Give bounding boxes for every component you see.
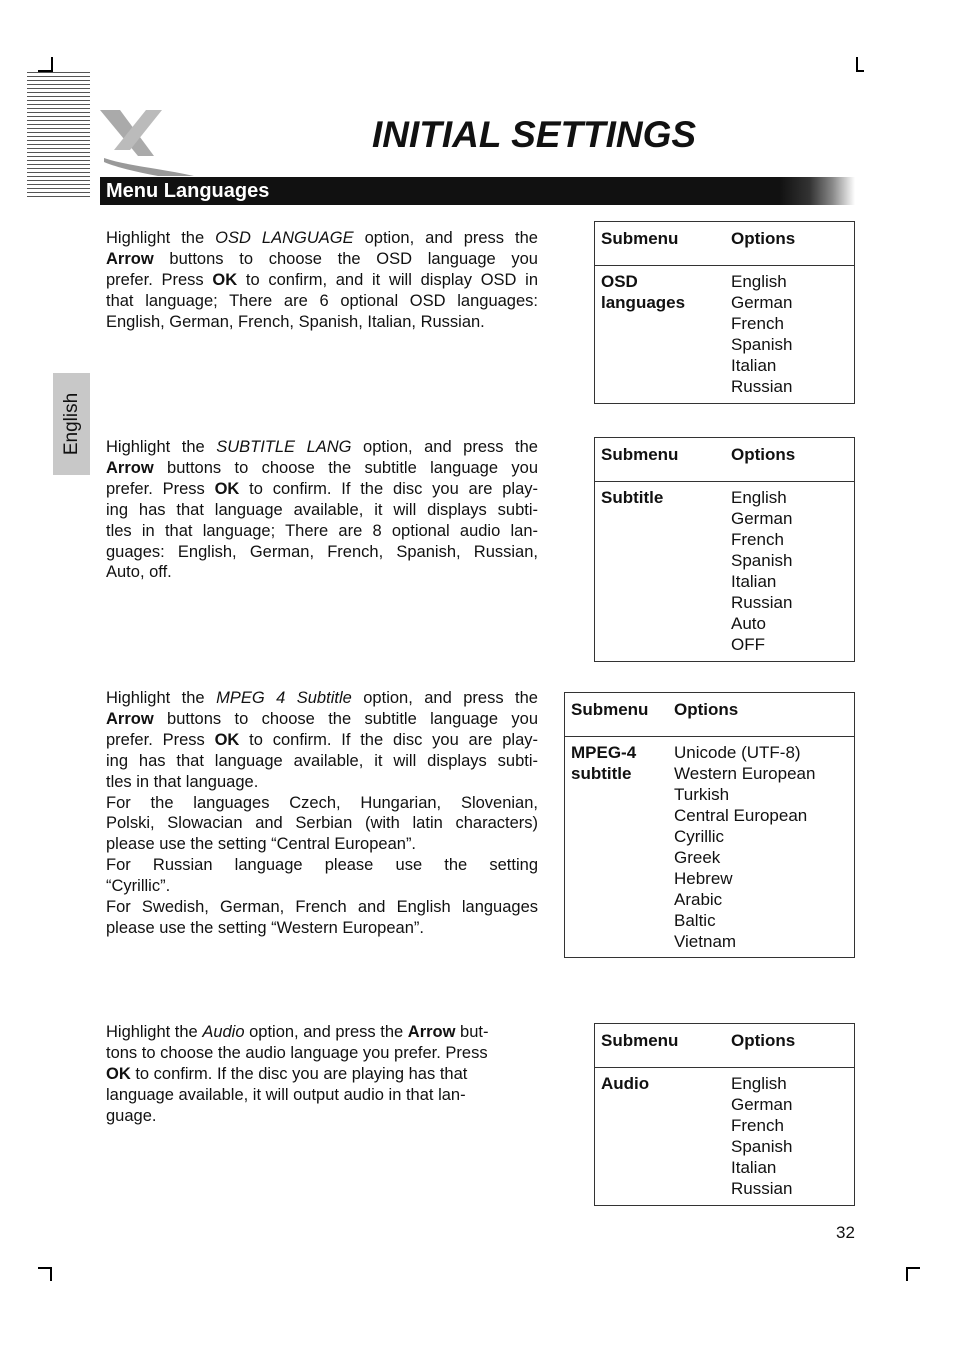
italic-term: MPEG 4 Subtitle [216, 689, 352, 707]
option-item: French [731, 530, 784, 549]
option-item: Baltic [674, 911, 716, 930]
bold-term: OK [106, 1064, 131, 1083]
option-item: Unicode (UTF-8) [674, 743, 801, 762]
option-item: English [731, 272, 787, 291]
option-item: Russian [731, 593, 793, 612]
text-segment: prefer. Press [106, 730, 215, 749]
text-line [106, 1085, 538, 1106]
option-item: Vietnam [674, 932, 737, 951]
text-segment: tons to choose the audio language you prefer. Press [106, 1043, 488, 1062]
text-segment: guage. [106, 1106, 157, 1125]
text-segment: guages: English, German, French, Spanish, Russian, [106, 542, 538, 561]
option-item: German [731, 509, 793, 528]
header-options: Options [674, 700, 739, 719]
page-title: INITIAL SETTINGS [372, 114, 697, 155]
header-submenu: Submenu [601, 445, 679, 464]
text-line [106, 793, 538, 814]
text-line [106, 813, 538, 834]
text-segment: that language; There are 6 optional OSD languages: [106, 291, 538, 310]
header-submenu: Submenu [571, 700, 649, 719]
table-header [595, 1024, 854, 1068]
options-list [731, 271, 792, 397]
text-segment: buttons to choose the subtitle language you [153, 458, 538, 477]
mpeg4-subtitle-description [106, 688, 538, 939]
submenu-label-line: Audio [601, 1074, 650, 1093]
italic-term: SUBTITLE LANG [216, 438, 352, 456]
option-item: Central European [674, 806, 808, 825]
text-segment: Highlight the [106, 229, 216, 247]
subtitle-language-description [106, 437, 538, 583]
italic-term: Audio [202, 1023, 245, 1041]
text-line [106, 918, 538, 939]
text-segment: option, and press the [353, 229, 538, 247]
crop-mark-top-right-h [856, 70, 864, 72]
text-segment: tles in that language. [106, 772, 259, 791]
text-segment: please use the setting “Central European”. [106, 835, 417, 854]
submenu-label-line: MPEG-4 [571, 743, 637, 762]
submenu-label-line: subtitle [571, 764, 632, 783]
submenu-label-line: OSD [601, 272, 638, 291]
bold-term: OK [212, 270, 238, 289]
text-line [106, 751, 538, 772]
bold-term: OK [214, 479, 240, 498]
option-item: Western European [674, 764, 816, 783]
option-item: OFF [731, 635, 765, 654]
text-line [106, 897, 538, 918]
text-segment: Auto, off. [106, 563, 172, 582]
option-item: Greek [674, 848, 721, 867]
option-item: Spanish [731, 1137, 793, 1156]
options-list [731, 487, 792, 655]
text-line [106, 458, 538, 479]
osd-language-description [106, 228, 538, 333]
text-segment: ing has that language available, it will displays subti- [106, 751, 538, 770]
option-item: English [731, 1074, 787, 1093]
text-segment: “Cyrillic”. [106, 877, 171, 896]
options-list [731, 1073, 792, 1199]
submenu-label [601, 271, 685, 313]
header-options: Options [731, 229, 796, 248]
italic-term: OSD LANGUAGE [215, 229, 354, 247]
text-line [106, 688, 538, 709]
text-segment: but- [455, 1023, 489, 1041]
crop-mark-top-right-v [856, 57, 858, 71]
text-line [106, 312, 538, 333]
audio-language-description [106, 1022, 538, 1127]
brand-x-logo-icon [98, 106, 198, 176]
text-segment: prefer. Press [106, 479, 215, 498]
crop-mark-bottom-left-v [50, 1267, 52, 1281]
submenu-label [601, 1073, 649, 1094]
language-side-tab [53, 373, 90, 475]
submenu-label [571, 742, 636, 784]
text-segment: Highlight the [106, 438, 217, 456]
text-line [106, 1043, 538, 1064]
text-line [106, 562, 538, 583]
text-line [106, 500, 538, 521]
header-options: Options [731, 1031, 796, 1050]
text-segment: please use the setting “Western European”. [106, 918, 424, 937]
submenu-label-line: Subtitle [601, 488, 664, 507]
option-item: Spanish [731, 551, 793, 570]
text-line [106, 1106, 538, 1127]
text-line [106, 521, 538, 542]
text-segment: buttons to choose the OSD language you [153, 249, 538, 268]
submenu-label-line: languages [601, 293, 686, 312]
mpeg4-subtitle-table [564, 692, 855, 958]
text-line [106, 437, 538, 458]
option-item: Italian [731, 572, 777, 591]
crop-mark-bottom-right-v [906, 1267, 908, 1281]
option-item: Hebrew [674, 869, 733, 888]
text-segment: Highlight the [106, 689, 217, 707]
option-item: Cyrillic [674, 827, 725, 846]
crop-mark-bottom-right-h [906, 1267, 920, 1269]
text-segment: For the languages Czech, Hungarian, Slovenian, [106, 793, 538, 812]
text-line [106, 542, 538, 563]
text-line [106, 876, 538, 897]
option-item: English [731, 488, 787, 507]
decorative-stripes [27, 72, 90, 200]
table-header [565, 693, 854, 737]
bold-term: Arrow [407, 1023, 456, 1041]
text-segment: English, German, French, Spanish, Italian, Russian. [106, 312, 485, 331]
option-item: French [731, 1116, 784, 1135]
text-segment: to confirm. If the disc you are play- [239, 479, 538, 498]
page-number: 32 [836, 1223, 855, 1242]
bold-term: Arrow [106, 458, 154, 477]
text-segment: to confirm. If the disc you are playing has that [130, 1064, 468, 1083]
crop-mark-top-left-v [51, 57, 53, 71]
bold-term: OK [214, 730, 240, 749]
option-item: German [731, 293, 793, 312]
option-item: Italian [731, 356, 777, 375]
option-item: Auto [731, 614, 766, 633]
text-segment: option, and press the [244, 1023, 408, 1041]
text-line [106, 772, 538, 793]
text-segment: Highlight the [106, 1023, 203, 1041]
text-segment: to confirm. If the disc you are play- [239, 730, 538, 749]
option-item: French [731, 314, 784, 333]
header-submenu: Submenu [601, 229, 679, 248]
text-segment: language available, it will output audio in that lan- [106, 1085, 466, 1104]
subtitle-language-table [594, 437, 855, 662]
text-line [106, 730, 538, 751]
osd-language-table [594, 221, 855, 404]
section-title: Menu Languages [106, 180, 270, 202]
text-line [106, 249, 538, 270]
text-segment: tles in that language; There are 8 optional audio lan- [106, 521, 538, 540]
text-line [106, 834, 538, 855]
text-segment: prefer. Press [106, 270, 213, 289]
text-segment: option, and press the [351, 689, 538, 707]
text-segment: buttons to choose the subtitle language you [153, 709, 538, 728]
text-segment: For Swedish, German, French and English languages [106, 898, 538, 917]
option-item: Arabic [674, 890, 723, 909]
text-line [106, 291, 538, 312]
text-line [106, 228, 538, 249]
bold-term: Arrow [106, 709, 154, 728]
submenu-label [601, 487, 663, 508]
option-item: Russian [731, 1179, 793, 1198]
options-list [674, 742, 815, 952]
text-line [106, 479, 538, 500]
header-options: Options [731, 445, 796, 464]
text-line [106, 270, 538, 291]
header-submenu: Submenu [601, 1031, 679, 1050]
text-segment: option, and press the [351, 438, 538, 456]
text-segment: For Russian language please use the setting [106, 856, 538, 875]
text-segment: to confirm, and it will display OSD in [237, 270, 539, 289]
text-line [106, 1022, 538, 1043]
text-line [106, 709, 538, 730]
option-item: Russian [731, 377, 793, 396]
text-segment: Polski, Slowacian and Serbian (with latin characters) [106, 814, 538, 833]
bold-term: Arrow [106, 249, 154, 268]
text-line [106, 1064, 538, 1085]
option-item: German [731, 1095, 793, 1114]
option-item: Spanish [731, 335, 793, 354]
side-tab-label: English [60, 392, 82, 456]
option-item: Italian [731, 1158, 777, 1177]
table-header [595, 222, 854, 266]
option-item: Turkish [674, 785, 730, 804]
text-line [106, 855, 538, 876]
table-header [595, 438, 854, 482]
text-segment: ing has that language available, it will displays subti- [106, 500, 538, 519]
audio-language-table [594, 1023, 855, 1206]
